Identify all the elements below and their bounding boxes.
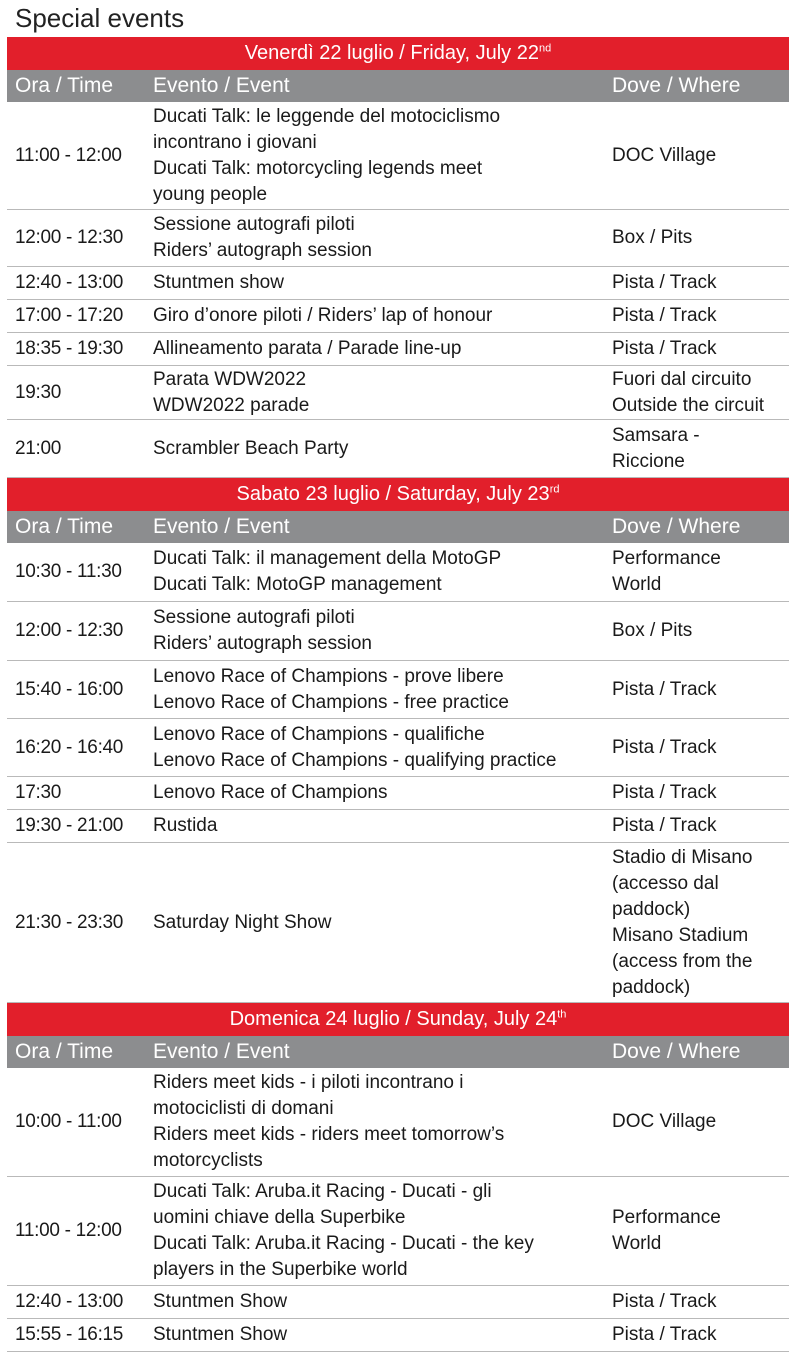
event-location-line: paddock) (612, 898, 691, 920)
event-time: 15:40 - 16:00 (15, 678, 124, 700)
event-time: 18:35 - 19:30 (15, 338, 124, 359)
event-time: 12:40 - 13:00 (15, 272, 124, 293)
table-row (7, 102, 789, 210)
event-time: 16:20 - 16:40 (15, 736, 124, 758)
column-header-row (7, 70, 789, 102)
table-row (7, 1068, 789, 1177)
event-location-line: Stadio di Misano (612, 846, 753, 868)
event-time: 10:30 - 11:30 (15, 561, 122, 582)
event-location-line: DOC Village (612, 144, 717, 166)
event-location-line: DOC Village (612, 1111, 717, 1132)
event-name (145, 1289, 604, 1315)
day-header (7, 478, 789, 511)
day-section (7, 37, 789, 478)
event-name (145, 270, 604, 296)
column-header-time: Ora / Time (15, 1040, 114, 1063)
event-location (604, 735, 789, 761)
table-row (7, 543, 789, 602)
event-location (604, 1205, 789, 1257)
event-location-line: (accesso dal (612, 872, 719, 894)
table-row (7, 267, 789, 300)
event-location-line: Box / Pits (612, 620, 693, 641)
event-name (145, 1070, 604, 1174)
event-name-line: Ducati Talk: MotoGP management (153, 574, 442, 595)
event-name-line: Allineamento parata / Parade line-up (153, 338, 462, 359)
table-row (7, 1319, 789, 1352)
event-time: 12:40 - 13:00 (15, 1291, 124, 1312)
event-name (145, 605, 604, 657)
table-row (7, 210, 789, 267)
event-name-line: Stuntmen Show (153, 1324, 288, 1345)
event-name-line: Riders’ autograph session (153, 240, 372, 261)
event-location (604, 336, 789, 362)
event-name-line: Stuntmen show (153, 272, 284, 293)
event-name-line: uomini chiave della Superbike (153, 1207, 406, 1228)
event-name (145, 1179, 604, 1283)
event-location-line: World (612, 574, 662, 595)
event-name (145, 722, 604, 774)
event-name (145, 1322, 604, 1348)
event-location (604, 677, 789, 703)
event-location-line: Riccione (612, 450, 685, 472)
event-location-line: World (612, 1233, 662, 1254)
event-location-line: Pista / Track (612, 1291, 717, 1312)
event-name-line: Ducati Talk: motorcycling legends meet (153, 157, 483, 179)
event-name-line: WDW2022 parade (153, 394, 310, 416)
day-header-text: Sabato 23 luglio / Saturday, July 23 (236, 483, 550, 505)
event-time: 21:00 (15, 437, 62, 459)
event-location-line: Pista / Track (612, 782, 717, 803)
table-row (7, 810, 789, 843)
table-row (7, 777, 789, 810)
event-time: 17:30 (15, 782, 62, 803)
column-header-where: Dove / Where (612, 1040, 741, 1063)
column-header-event: Evento / Event (153, 515, 290, 538)
event-name-line: Saturday Night Show (153, 911, 332, 933)
table-row (7, 420, 789, 478)
event-time: 17:00 - 17:20 (15, 305, 124, 326)
event-name-line: Scrambler Beach Party (153, 437, 349, 459)
event-time: 19:30 (15, 381, 62, 403)
table-row (7, 1177, 789, 1286)
table-row (7, 719, 789, 777)
event-time: 12:00 - 12:30 (15, 227, 124, 248)
column-header-event: Evento / Event (153, 1040, 290, 1063)
event-name-line: Giro d’onore piloti / Riders’ lap of honour (153, 305, 493, 326)
event-name (145, 910, 604, 936)
event-location-line: Outside the circuit (612, 394, 765, 416)
column-header-time: Ora / Time (15, 74, 114, 97)
event-name-line: motorcyclists (153, 1150, 263, 1171)
day-header (7, 1003, 789, 1036)
event-name-line: Ducati Talk: Aruba.it Racing - Ducati - gli (153, 1181, 492, 1202)
event-time: 10:00 - 11:00 (15, 1111, 122, 1132)
event-location-line: Samsara - (612, 424, 700, 446)
day-section (7, 478, 789, 1003)
column-header-where: Dove / Where (612, 515, 741, 538)
table-row (7, 843, 789, 1003)
event-location-line: Pista / Track (612, 736, 717, 758)
event-location-line: Performance (612, 548, 721, 569)
event-time: 15:55 - 16:15 (15, 1324, 124, 1345)
event-time: 19:30 - 21:00 (15, 815, 124, 836)
event-name (145, 212, 604, 264)
event-time: 21:30 - 23:30 (15, 911, 124, 933)
day-header-ordinal: nd (539, 42, 552, 55)
event-name-line: young people (153, 183, 268, 205)
event-name (145, 436, 604, 462)
event-name-line: Lenovo Race of Champions - prove libere (153, 665, 504, 687)
event-location-line: (access from the (612, 950, 753, 972)
event-location (604, 546, 789, 598)
day-header-ordinal: th (557, 1008, 567, 1021)
event-name-line: Parata WDW2022 (153, 368, 307, 390)
event-name-line: Stuntmen Show (153, 1291, 288, 1312)
event-location (604, 367, 789, 419)
table-row (7, 300, 789, 333)
column-header-event: Evento / Event (153, 74, 290, 97)
page-title: Special events (15, 3, 185, 33)
event-location-line: Pista / Track (612, 678, 717, 700)
day-header-text: Venerdì 22 luglio / Friday, July 22 (244, 42, 539, 64)
event-location-line: Misano Stadium (612, 924, 749, 946)
event-location-line: Fuori dal circuito (612, 368, 752, 390)
event-location-line: Pista / Track (612, 272, 717, 293)
event-name-line: Ducati Talk: Aruba.it Racing - Ducati - the key (153, 1233, 534, 1254)
event-name-line: players in the Superbike world (153, 1259, 408, 1280)
event-location (604, 845, 789, 1001)
event-name (145, 336, 604, 362)
event-location (604, 780, 789, 806)
event-name-line: Rustida (153, 815, 218, 836)
event-name-line: Riders meet kids - riders meet tomorrow’s (153, 1124, 505, 1145)
event-location (604, 225, 789, 251)
event-location (604, 270, 789, 296)
event-name-line: Ducati Talk: le leggende del motociclismo (153, 105, 501, 127)
event-name-line: Sessione autografi piloti (153, 214, 355, 235)
event-name (145, 780, 604, 806)
event-location-line: Pista / Track (612, 815, 717, 836)
event-name-line: Ducati Talk: il management della MotoGP (153, 548, 502, 569)
event-name-line: Lenovo Race of Champions - free practice (153, 691, 509, 713)
event-name-line: Lenovo Race of Champions - qualifying practice (153, 749, 557, 771)
column-header-row (7, 1036, 789, 1068)
event-name-line: incontrano i giovani (153, 131, 317, 153)
table-row (7, 1286, 789, 1319)
event-name (145, 303, 604, 329)
event-time: 11:00 - 12:00 (15, 1220, 122, 1241)
column-header-row (7, 511, 789, 543)
event-name-line: Lenovo Race of Champions - qualifiche (153, 723, 485, 745)
event-location-line: Performance (612, 1207, 721, 1228)
event-name-line: Riders meet kids - i piloti incontrano i (153, 1072, 464, 1093)
day-section (7, 1003, 789, 1352)
event-name-line: Lenovo Race of Champions (153, 782, 388, 803)
table-row (7, 661, 789, 719)
column-header-time: Ora / Time (15, 515, 114, 538)
event-location (604, 1322, 789, 1348)
event-location-line: Pista / Track (612, 338, 717, 359)
event-time: 11:00 - 12:00 (15, 144, 122, 166)
event-name (145, 546, 604, 598)
event-location-line: paddock) (612, 976, 691, 998)
column-header-where: Dove / Where (612, 74, 741, 97)
event-location-line: Pista / Track (612, 1324, 717, 1345)
event-name-line: Riders’ autograph session (153, 633, 372, 654)
event-location (604, 423, 789, 475)
event-name (145, 367, 604, 419)
table-row (7, 366, 789, 420)
event-name (145, 664, 604, 716)
event-location (604, 618, 789, 644)
event-location (604, 1289, 789, 1315)
event-location (604, 813, 789, 839)
event-name-line: Sessione autografi piloti (153, 607, 355, 628)
event-name (145, 104, 604, 208)
event-location (604, 143, 789, 169)
day-header-ordinal: rd (549, 483, 560, 496)
event-time: 12:00 - 12:30 (15, 620, 124, 641)
table-row (7, 602, 789, 661)
day-header (7, 37, 789, 70)
event-location-line: Pista / Track (612, 305, 717, 326)
event-name-line: motociclisti di domani (153, 1098, 334, 1119)
event-location (604, 303, 789, 329)
schedule-tables (7, 37, 789, 1352)
table-row (7, 333, 789, 366)
day-header-text: Domenica 24 luglio / Sunday, July 24 (229, 1008, 558, 1030)
event-location-line: Box / Pits (612, 227, 693, 248)
event-location (604, 1109, 789, 1135)
event-name (145, 813, 604, 839)
